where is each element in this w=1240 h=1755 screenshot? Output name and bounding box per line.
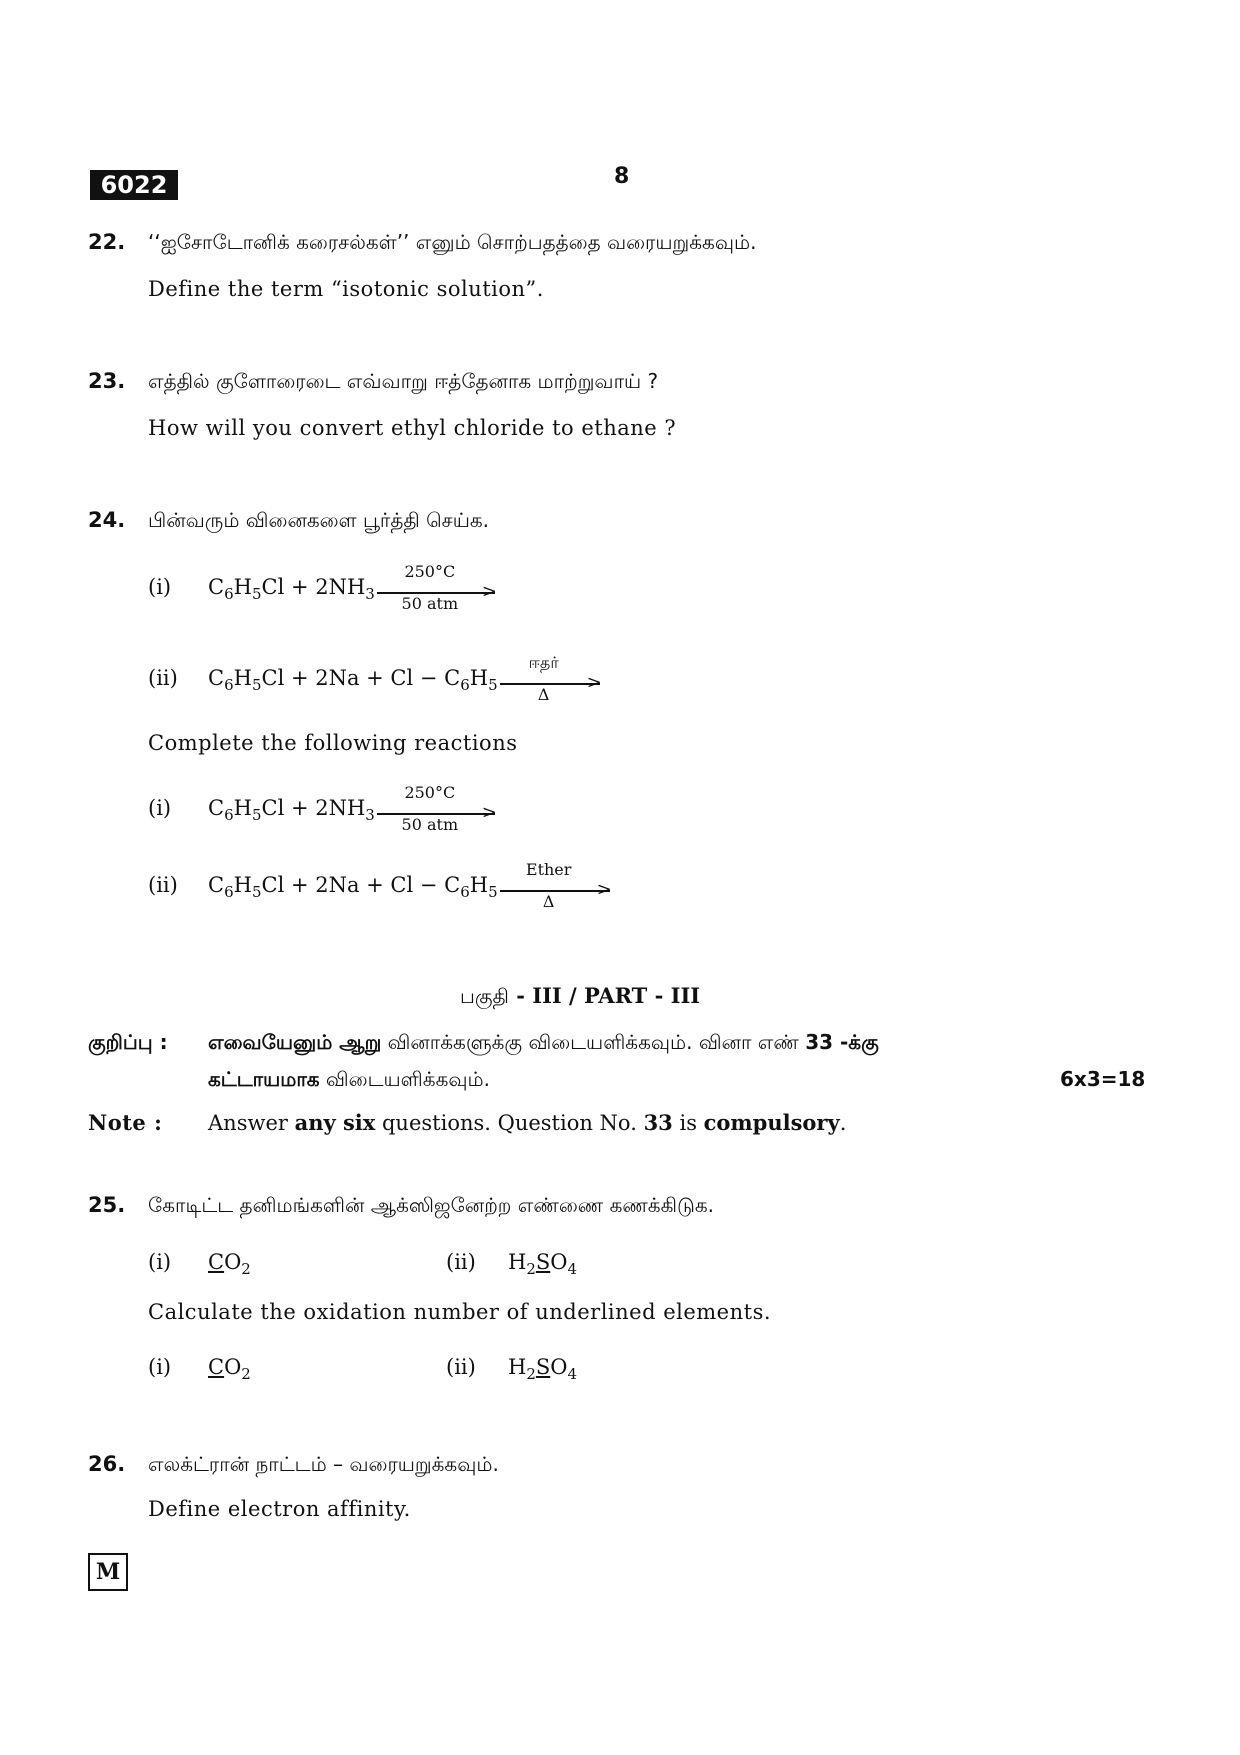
q26-english: Define electron affinity. bbox=[148, 1497, 411, 1521]
q25-english-formula-i: $CO_2$ bbox=[208, 1355, 251, 1383]
q24-english-label-i: (i) bbox=[148, 796, 172, 820]
note-tamil-bold: கட்டாயமாக bbox=[208, 1067, 320, 1091]
part-heading-tamil: பகுதி bbox=[460, 984, 509, 1008]
condition-bottom: 50 atm bbox=[401, 593, 459, 613]
q24-tamil-reaction-i: $C_6H_5Cl + 2NH_3$ 250°C > 50 atm bbox=[208, 561, 497, 613]
question-number-25: 25. bbox=[88, 1193, 126, 1217]
condition-bottom: Δ bbox=[537, 684, 550, 704]
part-heading bbox=[460, 983, 700, 1011]
question-number-26: 26. bbox=[88, 1452, 126, 1476]
q24-tamil: பின்வரும் வினைகளை பூர்த்தி செய்க. bbox=[148, 508, 490, 532]
question-number-24: 24. bbox=[88, 508, 126, 532]
q24-english-reaction-ii: $C_6H_5Cl + 2Na + Cl - C_6H_5$ Ether > Δ bbox=[208, 859, 612, 911]
q25-tamil-label-i: (i) bbox=[148, 1250, 172, 1274]
q25-english-label-ii: (ii) bbox=[446, 1355, 476, 1379]
q24-tamil-label-ii: (ii) bbox=[148, 666, 178, 690]
q25-tamil-label-ii: (ii) bbox=[446, 1250, 476, 1274]
condition-top: ஈதர் bbox=[528, 652, 559, 672]
paper-code: 6022 bbox=[90, 170, 178, 200]
q25-english-formula-ii: $H_2SO_4$ bbox=[508, 1355, 578, 1383]
marks: 6x3=18 bbox=[1060, 1067, 1146, 1091]
condition-top: 250°C bbox=[404, 561, 456, 581]
q25-english: Calculate the oxidation number of underlined elements. bbox=[148, 1300, 772, 1324]
q22-english: Define the term “isotonic solution”. bbox=[148, 277, 544, 301]
q24-english-reaction-i: $C_6H_5Cl + 2NH_3$ 250°C > 50 atm bbox=[208, 782, 497, 834]
note-tamil-line1: எவையேனும் ஆறு வினாக்களுக்கு விடையளிக்கவும். வினா எண் 33 -க்கு bbox=[208, 1030, 879, 1054]
condition-bottom: Δ bbox=[542, 891, 555, 911]
note-tamil-bold: எவையேனும் ஆறு bbox=[208, 1030, 382, 1054]
q25-tamil: கோடிட்ட தனிமங்களின் ஆக்ஸிஜனேற்ற எண்ணை கணக்கிடுக. bbox=[148, 1193, 714, 1217]
q25-english-label-i: (i) bbox=[148, 1355, 172, 1379]
note-tamil-line2: கட்டாயமாக விடையளிக்கவும். bbox=[208, 1067, 490, 1091]
q26-tamil: எலக்ட்ரான் நாட்டம் – வரையறுக்கவும். bbox=[148, 1452, 499, 1476]
question-number-23: 23. bbox=[88, 369, 126, 393]
note-label-tamil: குறிப்பு : bbox=[88, 1030, 168, 1054]
q23-tamil: எத்தில் குளோரைடை எவ்வாறு ஈத்தேனாக மாற்றுவாய் ? bbox=[148, 369, 659, 393]
q25-tamil-formula-i: $CO_2$ bbox=[208, 1250, 251, 1278]
question-number-22: 22. bbox=[88, 230, 126, 254]
q23-english: How will you convert ethyl chloride to ethane ? bbox=[148, 416, 677, 440]
q24-tamil-label-i: (i) bbox=[148, 575, 172, 599]
q24-english: Complete the following reactions bbox=[148, 731, 518, 755]
q24-tamil-reaction-ii: $C_6H_5Cl + 2Na + Cl - C_6H_5$ ஈதர் > Δ bbox=[208, 652, 602, 704]
q24-english-label-ii: (ii) bbox=[148, 873, 178, 897]
q22-tamil: ‘‘ஐசோடோனிக் கரைசல்கள்’’ எனும் சொற்பதத்தை வரையறுக்கவும். bbox=[148, 230, 757, 254]
note-label-english: Note : bbox=[88, 1110, 163, 1135]
page-number: 8 bbox=[614, 164, 630, 189]
condition-top: Ether bbox=[525, 859, 572, 879]
condition-bottom: 50 atm bbox=[401, 814, 459, 834]
part-heading-rest: - III / PART - III bbox=[508, 983, 701, 1008]
q25-tamil-formula-ii: $H_2SO_4$ bbox=[508, 1250, 578, 1278]
condition-top: 250°C bbox=[404, 782, 456, 802]
note-english: Answer any six questions. Question No. 33 is compulsory. bbox=[208, 1110, 847, 1135]
medium-mark: M bbox=[88, 1553, 128, 1591]
